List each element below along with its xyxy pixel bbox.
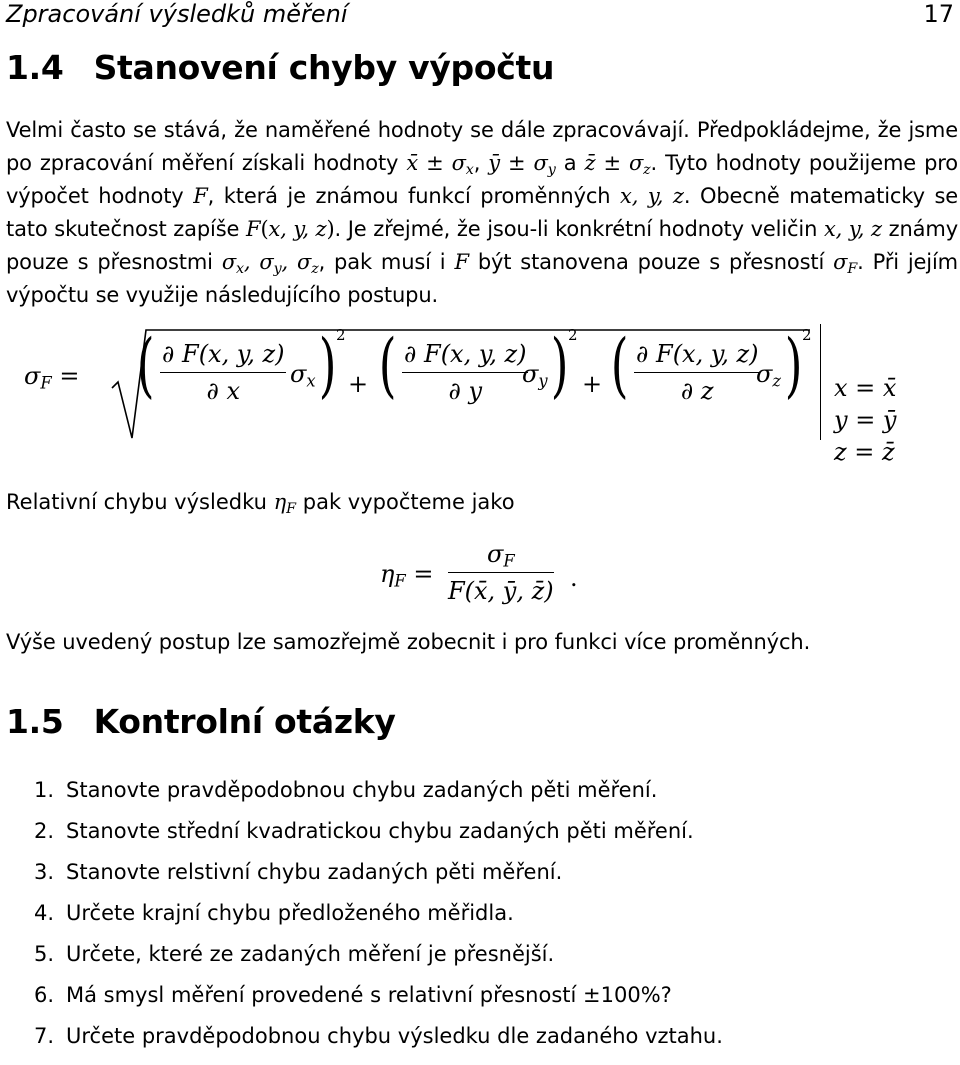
text-run: . Obecně matematicky se tato skutečnost zapíše xyxy=(6,184,959,241)
text-run: . Tyto hodnoty použijeme pro výpočet hodnoty xyxy=(6,151,959,208)
sigma-x: $\sigma_x$ xyxy=(290,360,316,391)
section-heading-1-4 xyxy=(6,48,554,87)
left-paren: ( xyxy=(610,324,629,406)
right-paren: ) xyxy=(784,324,803,406)
section-title: Stanovení chyby výpočtu xyxy=(93,48,555,87)
text-run: být stanovena pouze s přesností xyxy=(477,250,825,274)
math-sigmas: $\sigma_x$, $\sigma_y$, $\sigma_z$ xyxy=(221,250,319,277)
math-x-value: x̄ ± $\sigma_x$ xyxy=(406,151,474,178)
evaluation-bar xyxy=(820,324,821,440)
condition-x: x = x̄ xyxy=(834,374,897,402)
eta-fraction: $\frac{\sigma_F}{F(x̄, ȳ, z̄)}$ xyxy=(448,540,554,605)
exponent: 2 xyxy=(568,326,578,344)
math-z-value: z̄ ± $\sigma_z$ xyxy=(584,151,651,178)
math-eta-F: $\eta_F$ xyxy=(273,490,297,517)
sigma-z: $\sigma_z$ xyxy=(756,360,781,391)
running-title: Zpracování výsledků měření xyxy=(6,0,348,28)
left-paren: ( xyxy=(378,324,397,406)
math-F: F xyxy=(454,250,469,274)
exponent: 2 xyxy=(802,326,812,344)
text-run: . Je zřejmé, že jsou-li konkrétní hodnoty veličin xyxy=(334,217,818,241)
right-paren: ) xyxy=(550,324,569,406)
text-run: a xyxy=(563,151,577,175)
section-heading-1-5 xyxy=(6,702,396,741)
partial-fraction-y: $\frac{\partial F(x, y, z)}{\partial y}$ xyxy=(404,340,527,405)
text-run: . Při jejím výpočtu se využije následujícího postupu. xyxy=(6,250,958,307)
period: . xyxy=(570,564,578,592)
section-number: 1.4 xyxy=(6,48,64,87)
condition-y: y = ȳ xyxy=(834,406,897,434)
section-title: Kontrolní otázky xyxy=(93,702,396,741)
generalization-text: Výše uvedený postup lze samozřejmě zobecnit i pro funkci více proměnných. xyxy=(6,630,811,654)
relative-error-text xyxy=(6,490,515,517)
plus-sign: + xyxy=(348,370,369,398)
text-run: , pak musí i xyxy=(318,250,446,274)
text-run: pak vypočteme jako xyxy=(302,490,515,514)
text-run: , která je známou funkcí proměnných xyxy=(207,184,611,208)
exponent: 2 xyxy=(336,326,346,344)
formula-eta-f xyxy=(380,540,600,610)
sigma-y: $\sigma_y$ xyxy=(522,360,548,391)
math-variables: x, y, z xyxy=(620,184,684,208)
formula-sigma-f xyxy=(0,320,960,470)
page-number: 17 xyxy=(923,0,954,28)
plus-sign: + xyxy=(582,370,603,398)
left-paren: ( xyxy=(136,324,155,406)
math-Fxyz: F(x, y, z) xyxy=(246,217,335,241)
condition-z: z = z̄ xyxy=(834,438,895,466)
text-run: Relativní chybu výsledku xyxy=(6,490,267,514)
text-run: Velmi často se stává, že naměřené hodnoty se dále zpracovávají. Předpokládejme, že jsme po zpracování měření získali hodnoty xyxy=(6,118,958,175)
right-paren: ) xyxy=(318,324,337,406)
text-run: známy pouze s přesnostmi xyxy=(6,217,958,274)
eta-lhs: $\eta_F$ = xyxy=(380,560,434,591)
math-variables: x, y, z xyxy=(823,217,882,241)
math-F: F xyxy=(193,184,208,208)
partial-fraction-x: $\frac{\partial F(x, y, z)}{\partial x}$ xyxy=(162,340,285,405)
partial-fraction-z: $\frac{\partial F(x, y, z)}{\partial z}$ xyxy=(636,340,759,405)
intro-paragraph: Velmi často se stává, že naměřené hodnoty se dále zpracovávají. Předpokládejme, že jsme po zpracování měření získali hodnoty x̄ ± $\sigma_x$, ȳ ± $\sigma_y$ a z̄ ± $\sigma_z$. Tyto hodnoty použijeme pro výpočet hodnoty F, která je známou funkcí proměnných x, y, z. Obecně matematicky se tato skutečnost zapíše F(x, y, z). Je zřejmé, že jsou-li konkrétní hodnoty veličin x, y, z známy pouze s přesnostmi $\sigma_x$, $\sigma_y$, $\sigma_z$, pak musí i F být stanovena pouze s přesností $\sigma_F$. Při jejím výpočtu se využije následujícího postupu. xyxy=(6,118,959,307)
formula-lhs: $\sigma_F$ = xyxy=(24,362,80,393)
math-y-value: ȳ ± $\sigma_y$ xyxy=(488,151,556,178)
section-number: 1.5 xyxy=(6,702,64,741)
math-sigma-F: $\sigma_F$ xyxy=(833,250,858,277)
